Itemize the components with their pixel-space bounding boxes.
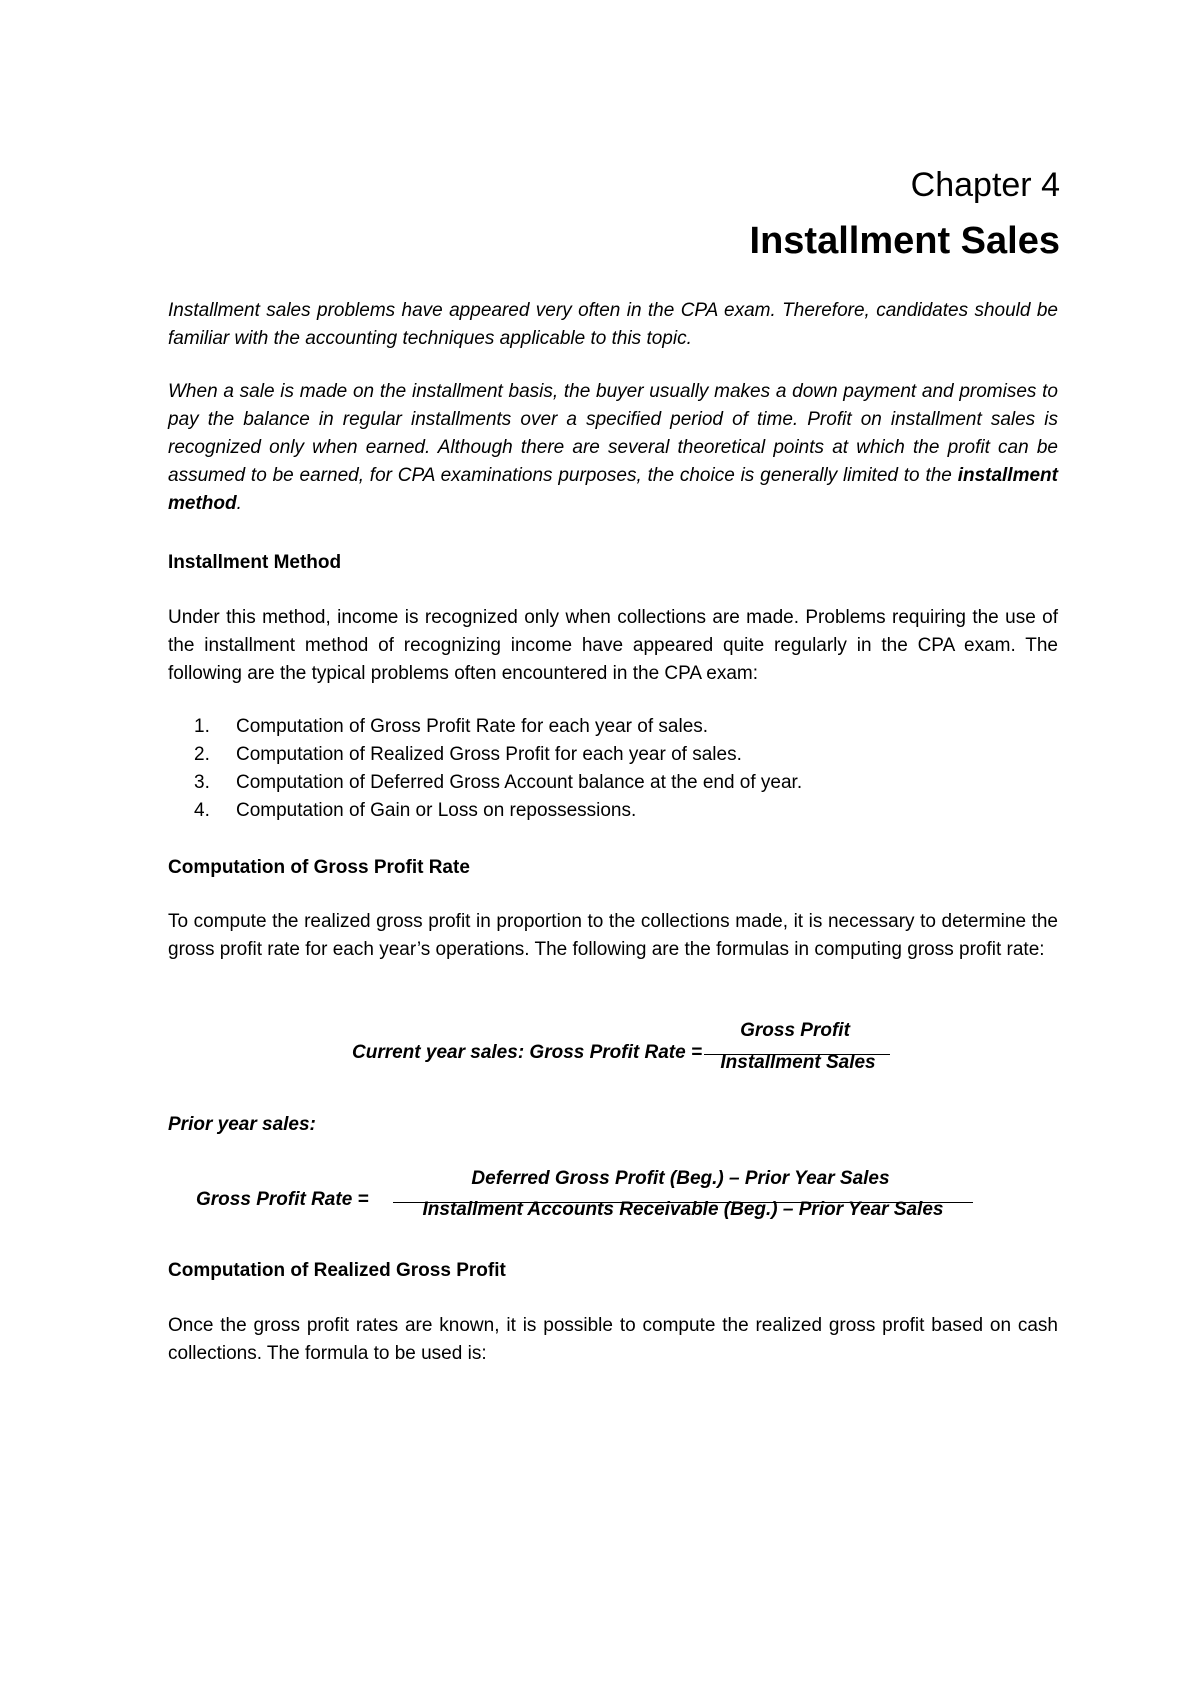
- chapter-number: Chapter 4: [910, 166, 1060, 204]
- formula1-numerator: Gross Profit: [740, 1020, 850, 1041]
- prior-year-label: Prior year sales:: [168, 1114, 316, 1135]
- list-item-text: Computation of Realized Gross Profit for each year of sales.: [236, 744, 742, 765]
- realized-gross-profit-heading: Computation of Realized Gross Profit: [168, 1260, 506, 1281]
- intro-paragraph-2-text: When a sale is made on the installment basis, the buyer usually makes a down payment and promises to pay the balance in regular installments over a specified period of time. Profit on installment sales is recognized only when earned. Although there are several theoretical points at which the profit can be assumed to be earned, for CPA examinations purposes, the choice is generally limited to the: [168, 381, 1058, 486]
- list-item: [168, 713, 802, 741]
- list-item: [168, 741, 802, 769]
- realized-gross-profit-paragraph: Once the gross profit rates are known, it is possible to compute the realized gross profit based on cash collections. The formula to be used is:: [168, 1315, 1058, 1364]
- list-item-number: 4.: [194, 800, 210, 821]
- formula2-numerator: Deferred Gross Profit (Beg.) – Prior Year Sales: [471, 1168, 890, 1189]
- installment-method-paragraph: Under this method, income is recognized only when collections are made. Problems requiring the use of the installment method of recognizing income have appeared quite regularly in the CPA exam. The following are the typical problems often encountered in the CPA exam:: [168, 607, 1058, 684]
- list-item-number: 2.: [194, 744, 210, 765]
- list-item-number: 1.: [194, 716, 210, 737]
- formula1-label: Current year sales: Gross Profit Rate =: [352, 1042, 703, 1063]
- intro-paragraph-1: Installment sales problems have appeared very often in the CPA exam. Therefore, candidates should be familiar with the accounting techniques applicable to this topic.: [168, 300, 1058, 349]
- list-item-text: Computation of Gain or Loss on repossessions.: [236, 800, 637, 821]
- formula2-label: Gross Profit Rate =: [196, 1189, 369, 1210]
- intro-paragraph-2: [168, 378, 1058, 518]
- typical-problems-list: [168, 713, 802, 825]
- list-item: [168, 769, 802, 797]
- gross-profit-rate-heading: Computation of Gross Profit Rate: [168, 857, 470, 878]
- installment-method-emphasis: installment method: [168, 465, 1058, 514]
- gross-profit-rate-paragraph: To compute the realized gross profit in proportion to the collections made, it is necessary to determine the gross profit rate for each year’s operations. The following are the formulas in computing gross profit rate:: [168, 911, 1058, 960]
- list-item-number: 3.: [194, 772, 210, 793]
- formula2-denominator: Installment Accounts Receivable (Beg.) – Prior Year Sales: [422, 1199, 944, 1220]
- formula1-denominator: Installment Sales: [720, 1052, 876, 1073]
- list-item-text: Computation of Deferred Gross Account balance at the end of year.: [236, 772, 803, 793]
- intro-paragraph-2-end: .: [236, 493, 242, 514]
- list-item-text: Computation of Gross Profit Rate for each year of sales.: [236, 716, 709, 737]
- installment-method-heading: Installment Method: [168, 552, 342, 573]
- chapter-title: Installment Sales: [749, 220, 1060, 262]
- list-item: [168, 797, 802, 825]
